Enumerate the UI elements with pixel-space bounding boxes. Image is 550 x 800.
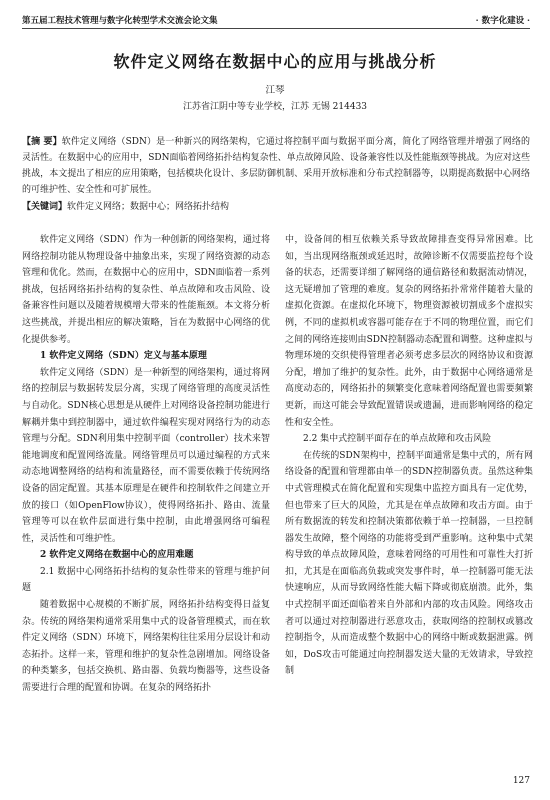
section-1-paragraph: 软件定义网络（SDN）是一种新型的网络架构，通过将网络的控制层与数据转发层分离，实现了网络管理的高度灵活性与自动化。SDN核心思想是从硬件上对网络设备控制功能进行解耦并集中到控制器中，通过软件编程实现对网络行为的动态管理与分配。SDN利用集中控制平面（controller）技术来智能地调度和配置网络流量。网络管理员可以通过编程的方式来动态地调整网络的结构和流量路径，而不需要依赖于传统网络设备的固定配置。其基本原理是在硬件和控制软件之间建立开放的接口（如OpenFlow协议），使得网络拓扑、路由、流量管理等可以在软件层面进行集中控制，由此增强网络可编程性，灵活性和可维护性。	[22, 367, 270, 544]
abstract	[22, 134, 530, 198]
subsection-heading-2-2: 2.2 集中式控制平面存在的单点故障和攻击风险	[303, 434, 492, 445]
paper-title: 软件定义网络在数据中心的应用与挑战分析	[113, 52, 437, 71]
intro-paragraph: 软件定义网络（SDN）作为一种创新的网络架构，通过将网络控制功能从物理设备中抽象出来，实现了网络资源的动态管理和优化。然而，在数据中心的应用中，SDN面临着一系列挑战，包括网络拓扑结构的复杂性、单点故障和攻击风险、设备兼容性问题以及随着规模增大带来的性能瓶颈。本文将分析这些挑战，并提出相应的解决策略，旨在为数据中心网络的优化提供参考。	[22, 235, 270, 345]
running-header	[22, 12, 530, 29]
body-left-column	[22, 232, 270, 697]
abstract-text: 软件定义网络（SDN）是一种新兴的网络架构，它通过将控制平面与数据平面分离，简化了网络管理并增强了网络的灵活性。在数据中心的应用中，SDN面临着网络拓扑结构复杂性、单点故障风险、设备兼容性以及性能瓶颈等挑战。为应对这些挑战，本文提出了相应的应用策略，包括模块化设计、多层防御机制、采用开放标准和分布式控制器等，以期提高数据中心网络的可维护性、安全性和可扩展性。	[22, 137, 530, 195]
subsection-2-1-paragraph: 随着数据中心规模的不断扩展，网络拓扑结构变得日益复杂。传统的网络架构通常采用集中式的设备管理模式，而在软件定义网络（SDN）环境下，网络架构往往采用分层设计和动态拓扑。这样一来，管理和维护的复杂性急剧增加。网络设备的种类繁多，包括交换机、路由器、负载均衡器等，这些设备需要进行合理的配置和协调。在复杂的网络拓扑	[22, 600, 270, 694]
subsection-2-2-paragraph: 在传统的SDN架构中，控制平面通常是集中式的，所有网络设备的配置和管理都由单一的SDN控制器负责。虽然这种集中式管理模式在简化配置和实现集中监控方面具有一定优势，但也带来了巨大的风险，尤其是在单点故障和攻击方面。由于所有数据流的转发和控制决策都依赖于单一控制器，一旦控制器发生故障，整个网络的功能将受到严重影响。这种集中式架构导致的单点故障风险，意味着网络的可用性和可靠性大打折扣，尤其是在面临高负载或突发事件时，单一控制器可能无法快速响应，从而导致网络性能大幅下降或彻底崩溃。此外，集中式控制平面还面临着来自外部和内部的攻击风险。网络攻击者可以通过对控制器进行恶意攻击，获取网络的控制权或篡改控制指令，从而造成整个数据中心的网络中断或数据泄露。例如，DoS攻击可能通过向控制器发送大量的无效请求，导致控制	[285, 450, 533, 677]
abstract-label: 【摘 要】	[22, 137, 62, 147]
section-heading-1: 1 软件定义网络（SDN）定义与基本原理	[40, 351, 207, 362]
keywords	[22, 199, 530, 215]
section-heading-2: 2 软件定义网络在数据中心的应用难题	[40, 550, 194, 561]
author-name: 江琴	[265, 85, 285, 96]
header-proceedings-title: 第五届工程技术管理与数字化转型学术交流会论文集	[22, 16, 218, 26]
subsection-heading-2-1: 2.1 数据中心网络拓扑结构的复杂性带来的管理与维护问题	[22, 566, 270, 594]
keywords-text: 软件定义网络；数据中心；网络拓扑结构	[67, 202, 230, 212]
author-affiliation: 江苏省江阴中等专业学校，江苏 无锡 214433	[182, 102, 368, 112]
keywords-label: 【关键词】	[22, 202, 68, 212]
body-right-column	[285, 232, 533, 680]
subsection-2-1-continued: 中，设备间的相互依赖关系导致故障排查变得异常困难。比如，当出现网络瓶颈或延迟时，故障诊断不仅需要监控每个设备的状态，还需要详细了解网络的通信路径和数据流动情况，这无疑增加了管理的难度。复杂的网络拓扑常常伴随着大量的虚拟化资源。在虚拟化环境下，物理资源被切割成多个虚拟实例，不同的虚拟机或容器可能存在于不同的物理位置，而它们之间的网络连接则由SDN控制器动态配置和调整。这种虚拟与物理环境的交织使得管理者必须考虑多层次的网络协议和资源分配，增加了维护的复杂性。此外，由于数据中心网络通常是高度动态的，网络拓扑的频繁变化意味着网络配置也需要频繁更新，而这可能会导致配置错误或遗漏，进而影响网络的稳定性和安全性。	[285, 235, 533, 428]
page-number: 127	[512, 776, 530, 786]
header-section-label: · 数字化建设 ·	[475, 16, 530, 26]
